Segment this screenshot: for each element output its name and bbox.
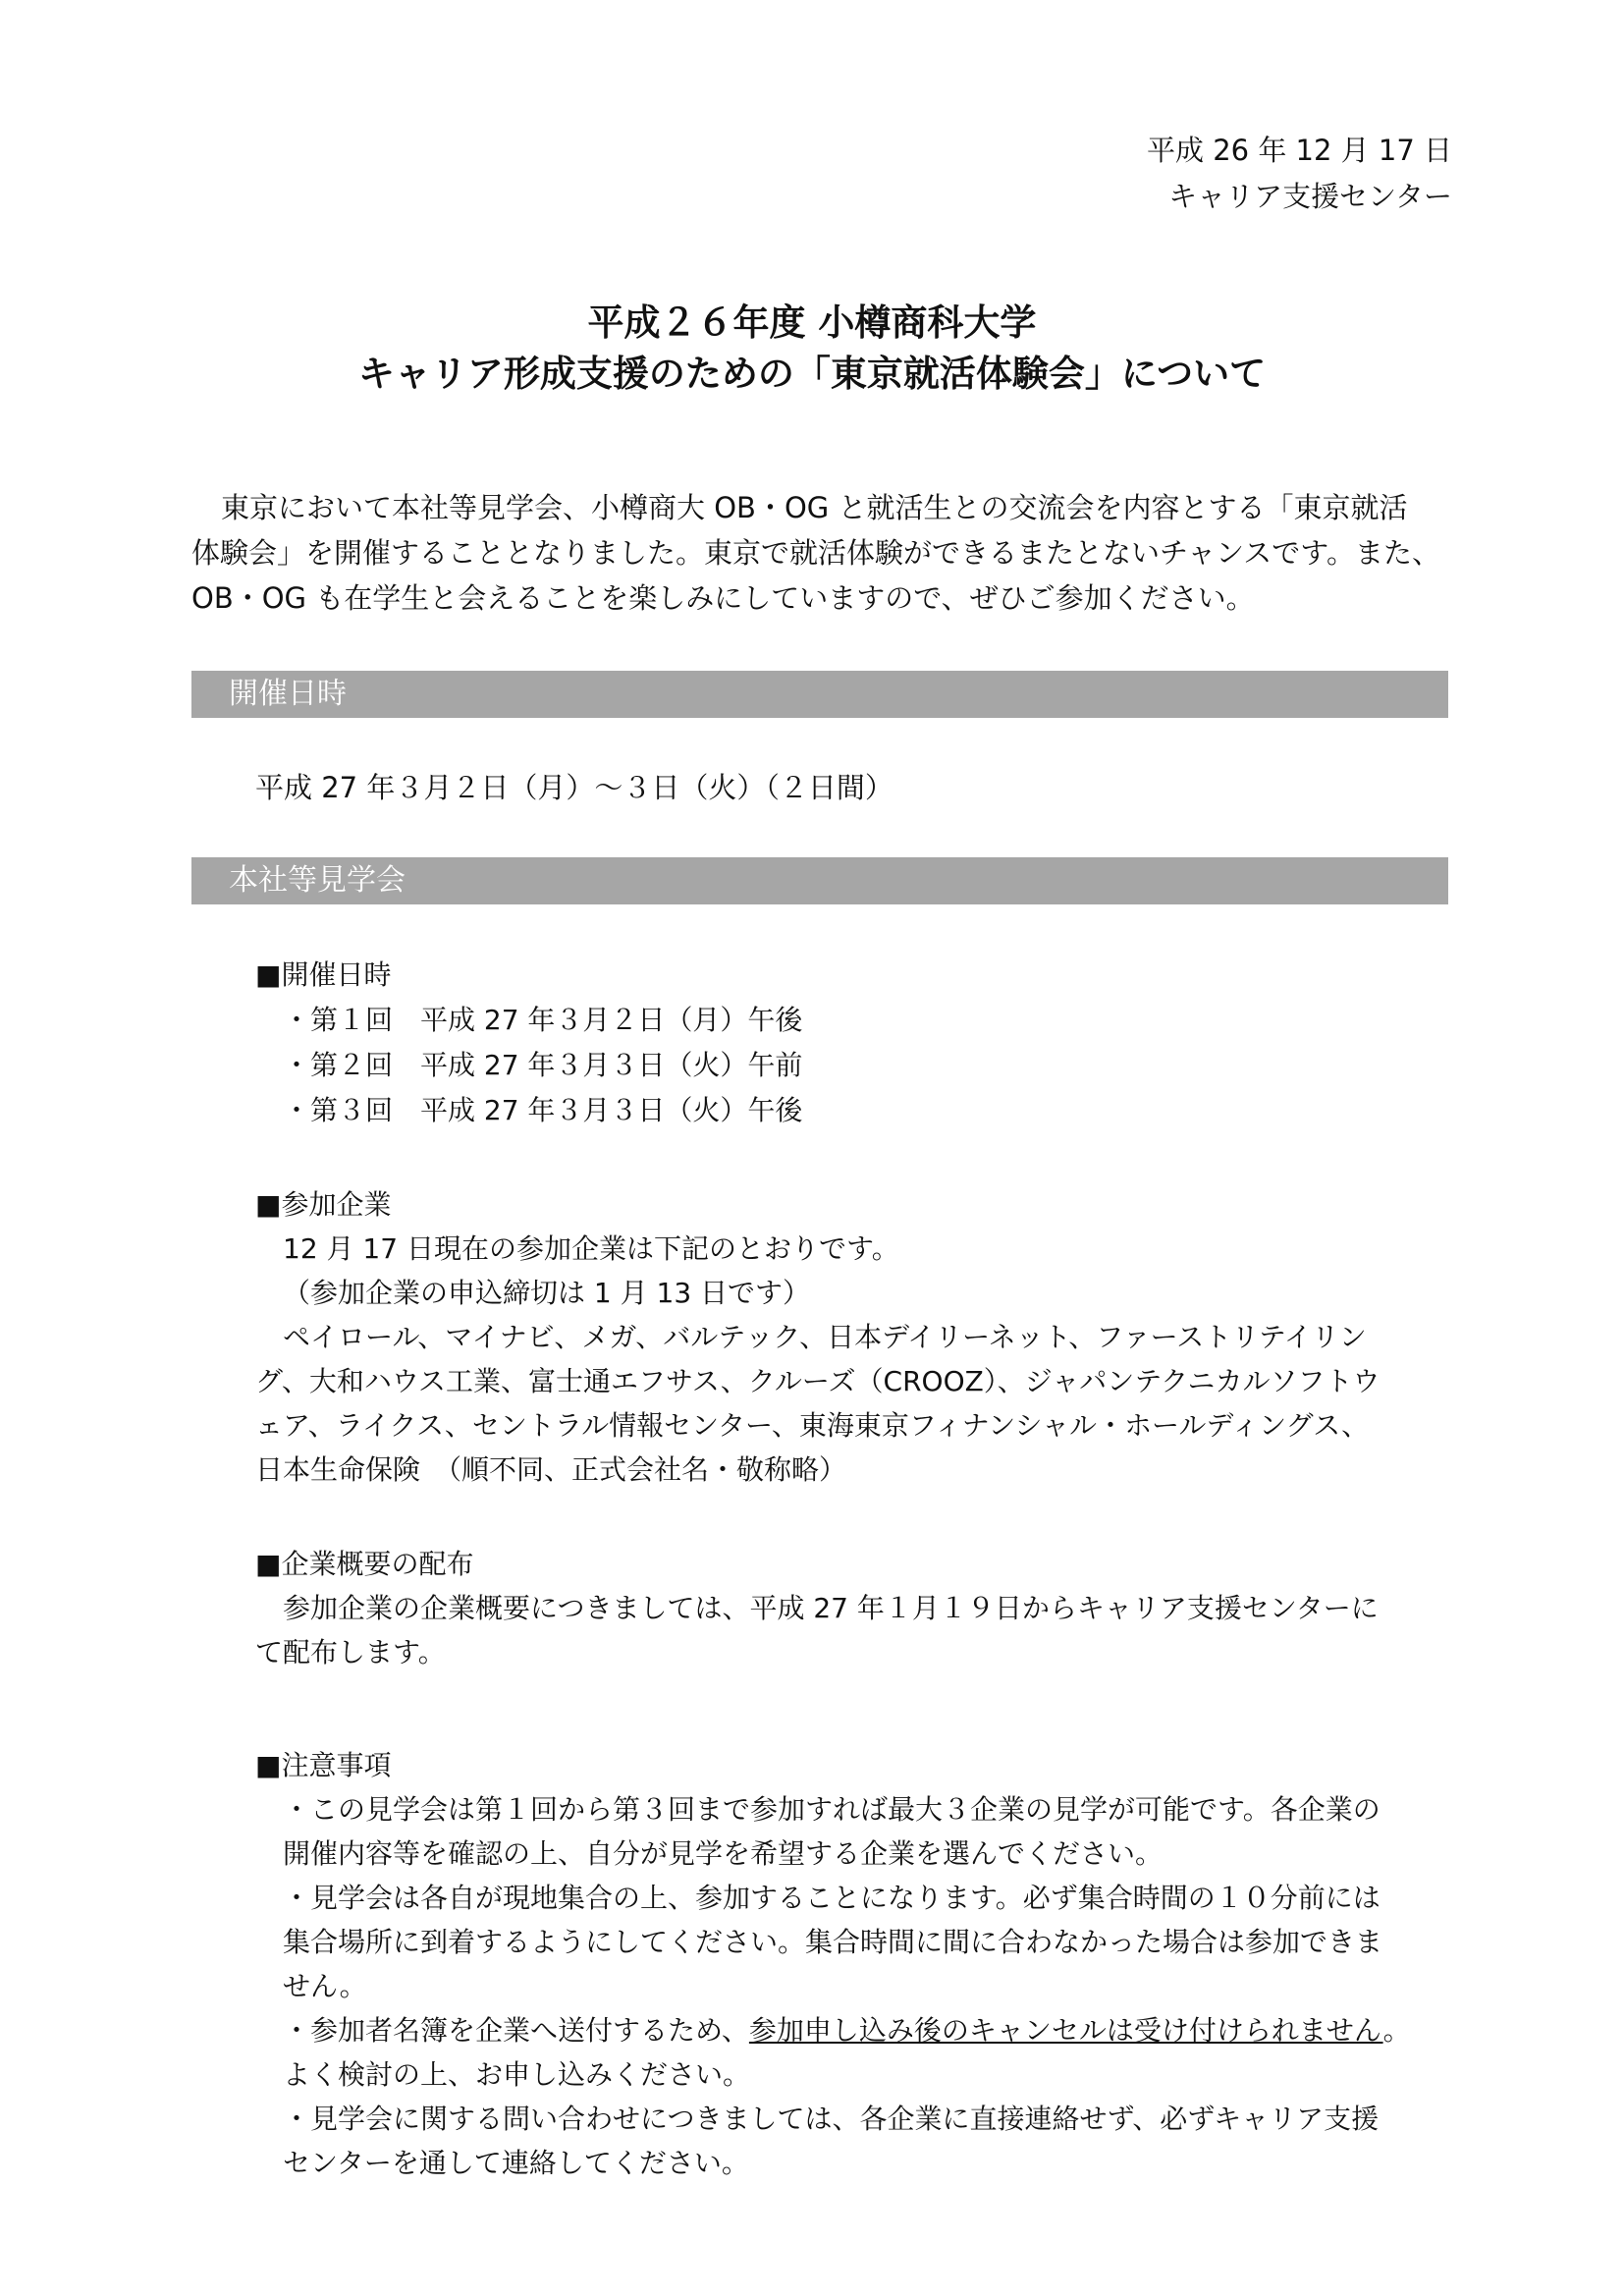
- document-title-line2: キャリア形成支援のための「東京就活体験会」について: [357, 353, 1267, 395]
- note-text: 。: [1382, 2014, 1411, 2047]
- section-heading-bar: [191, 671, 1448, 718]
- note-line: 開催内容等を確認の上、自分が見学を希望する企業を選んでください。: [283, 1837, 1164, 1870]
- section-heading: 開催日時: [229, 677, 347, 711]
- note-line: よく検討の上、お申し込みください。: [283, 2058, 751, 2091]
- section-heading-bar: [191, 857, 1448, 904]
- note-line: 集合場所に到着するようにしてください。集合時間に間に合わなかった場合は参加できま: [283, 1926, 1383, 1958]
- note-line: センターを通して連絡してください。: [283, 2147, 749, 2179]
- overview-text: て配布します。: [255, 1636, 446, 1668]
- header-block: [1147, 128, 1452, 220]
- subsection-heading: ■企業概要の配布: [255, 1548, 474, 1580]
- subsection-heading: ■注意事項: [255, 1749, 392, 1781]
- note-line: [255, 2008, 1448, 2052]
- companies-block: [255, 1182, 1448, 1492]
- overview-text: 参加企業の企業概要につきましては、平成 27 年１月１９日からキャリア支援センターに: [283, 1592, 1379, 1624]
- notes-block: [255, 1743, 1448, 2185]
- intro-paragraph: [191, 485, 1448, 621]
- note-line: せん。: [283, 1970, 367, 2002]
- companies-list-line: ペイロール、マイナビ、メガ、バルテック、日本デイリーネット、ファーストリテイリン: [283, 1321, 1367, 1353]
- cancellation-warning: 参加申し込み後のキャンセルは受け付けられません: [748, 2014, 1383, 2047]
- note-line: ・見学会は各自が現地集合の上、参加することになります。必ず集合時間の１０分前には: [283, 1882, 1380, 1914]
- companies-list-line: 日本生命保険 （順不同、正式会社名・敬称略）: [255, 1453, 847, 1486]
- companies-text: （参加企業の申込締切は 1 月 13 日です）: [283, 1277, 811, 1309]
- note-line: ・この見学会は第１回から第３回まで参加すれば最大３企業の見学が可能です。各企業の: [283, 1793, 1380, 1826]
- session-item: ・第１回 平成 27 年３月２日（月）午後: [283, 1004, 803, 1036]
- subsection-heading: ■開催日時: [255, 958, 392, 991]
- intro-line: OB・OG も在学生と会えることを楽しみにしていますので、ぜひご参加ください。: [191, 581, 1255, 615]
- section-heading: 本社等見学会: [229, 863, 406, 898]
- companies-list-line: グ、大和ハウス工業、富士通エフサス、クルーズ（CROOZ）、ジャパンテクニカルソフトウ: [255, 1365, 1380, 1397]
- schedule-block: [255, 953, 802, 1133]
- issuing-office: キャリア支援センター: [1168, 180, 1452, 213]
- event-date: 平成 27 年３月２日（月）～３日（火）（２日間）: [255, 771, 893, 804]
- issue-date: 平成 26 年 12 月 17 日: [1146, 134, 1452, 167]
- session-item: ・第２回 平成 27 年３月３日（火）午前: [283, 1049, 803, 1081]
- document-title-line1: 平成２６年度 小樽商科大学: [587, 301, 1037, 344]
- companies-text: 12 月 17 日現在の参加企業は下記のとおりです。: [283, 1232, 899, 1265]
- session-item: ・第３回 平成 27 年３月３日（火）午後: [283, 1094, 803, 1126]
- note-text: ・参加者名簿を企業へ送付するため、: [283, 2014, 749, 2047]
- subsection-heading: ■参加企業: [255, 1188, 392, 1221]
- note-line: ・見学会に関する問い合わせにつきましては、各企業に直接連絡せず、必ずキャリア支援: [283, 2103, 1380, 2135]
- companies-list-line: ェア、ライクス、セントラル情報センター、東海東京フィナンシャル・ホールディングス、: [255, 1409, 1370, 1442]
- intro-line: 東京において本社等見学会、小樽商大 OB・OG と就活生との交流会を内容とする「東京就活: [221, 491, 1408, 524]
- overview-block: [255, 1542, 1448, 1674]
- intro-line: 体験会」を開催することとなりました。東京で就活体験ができるまたとないチャンスです。また、: [191, 536, 1440, 570]
